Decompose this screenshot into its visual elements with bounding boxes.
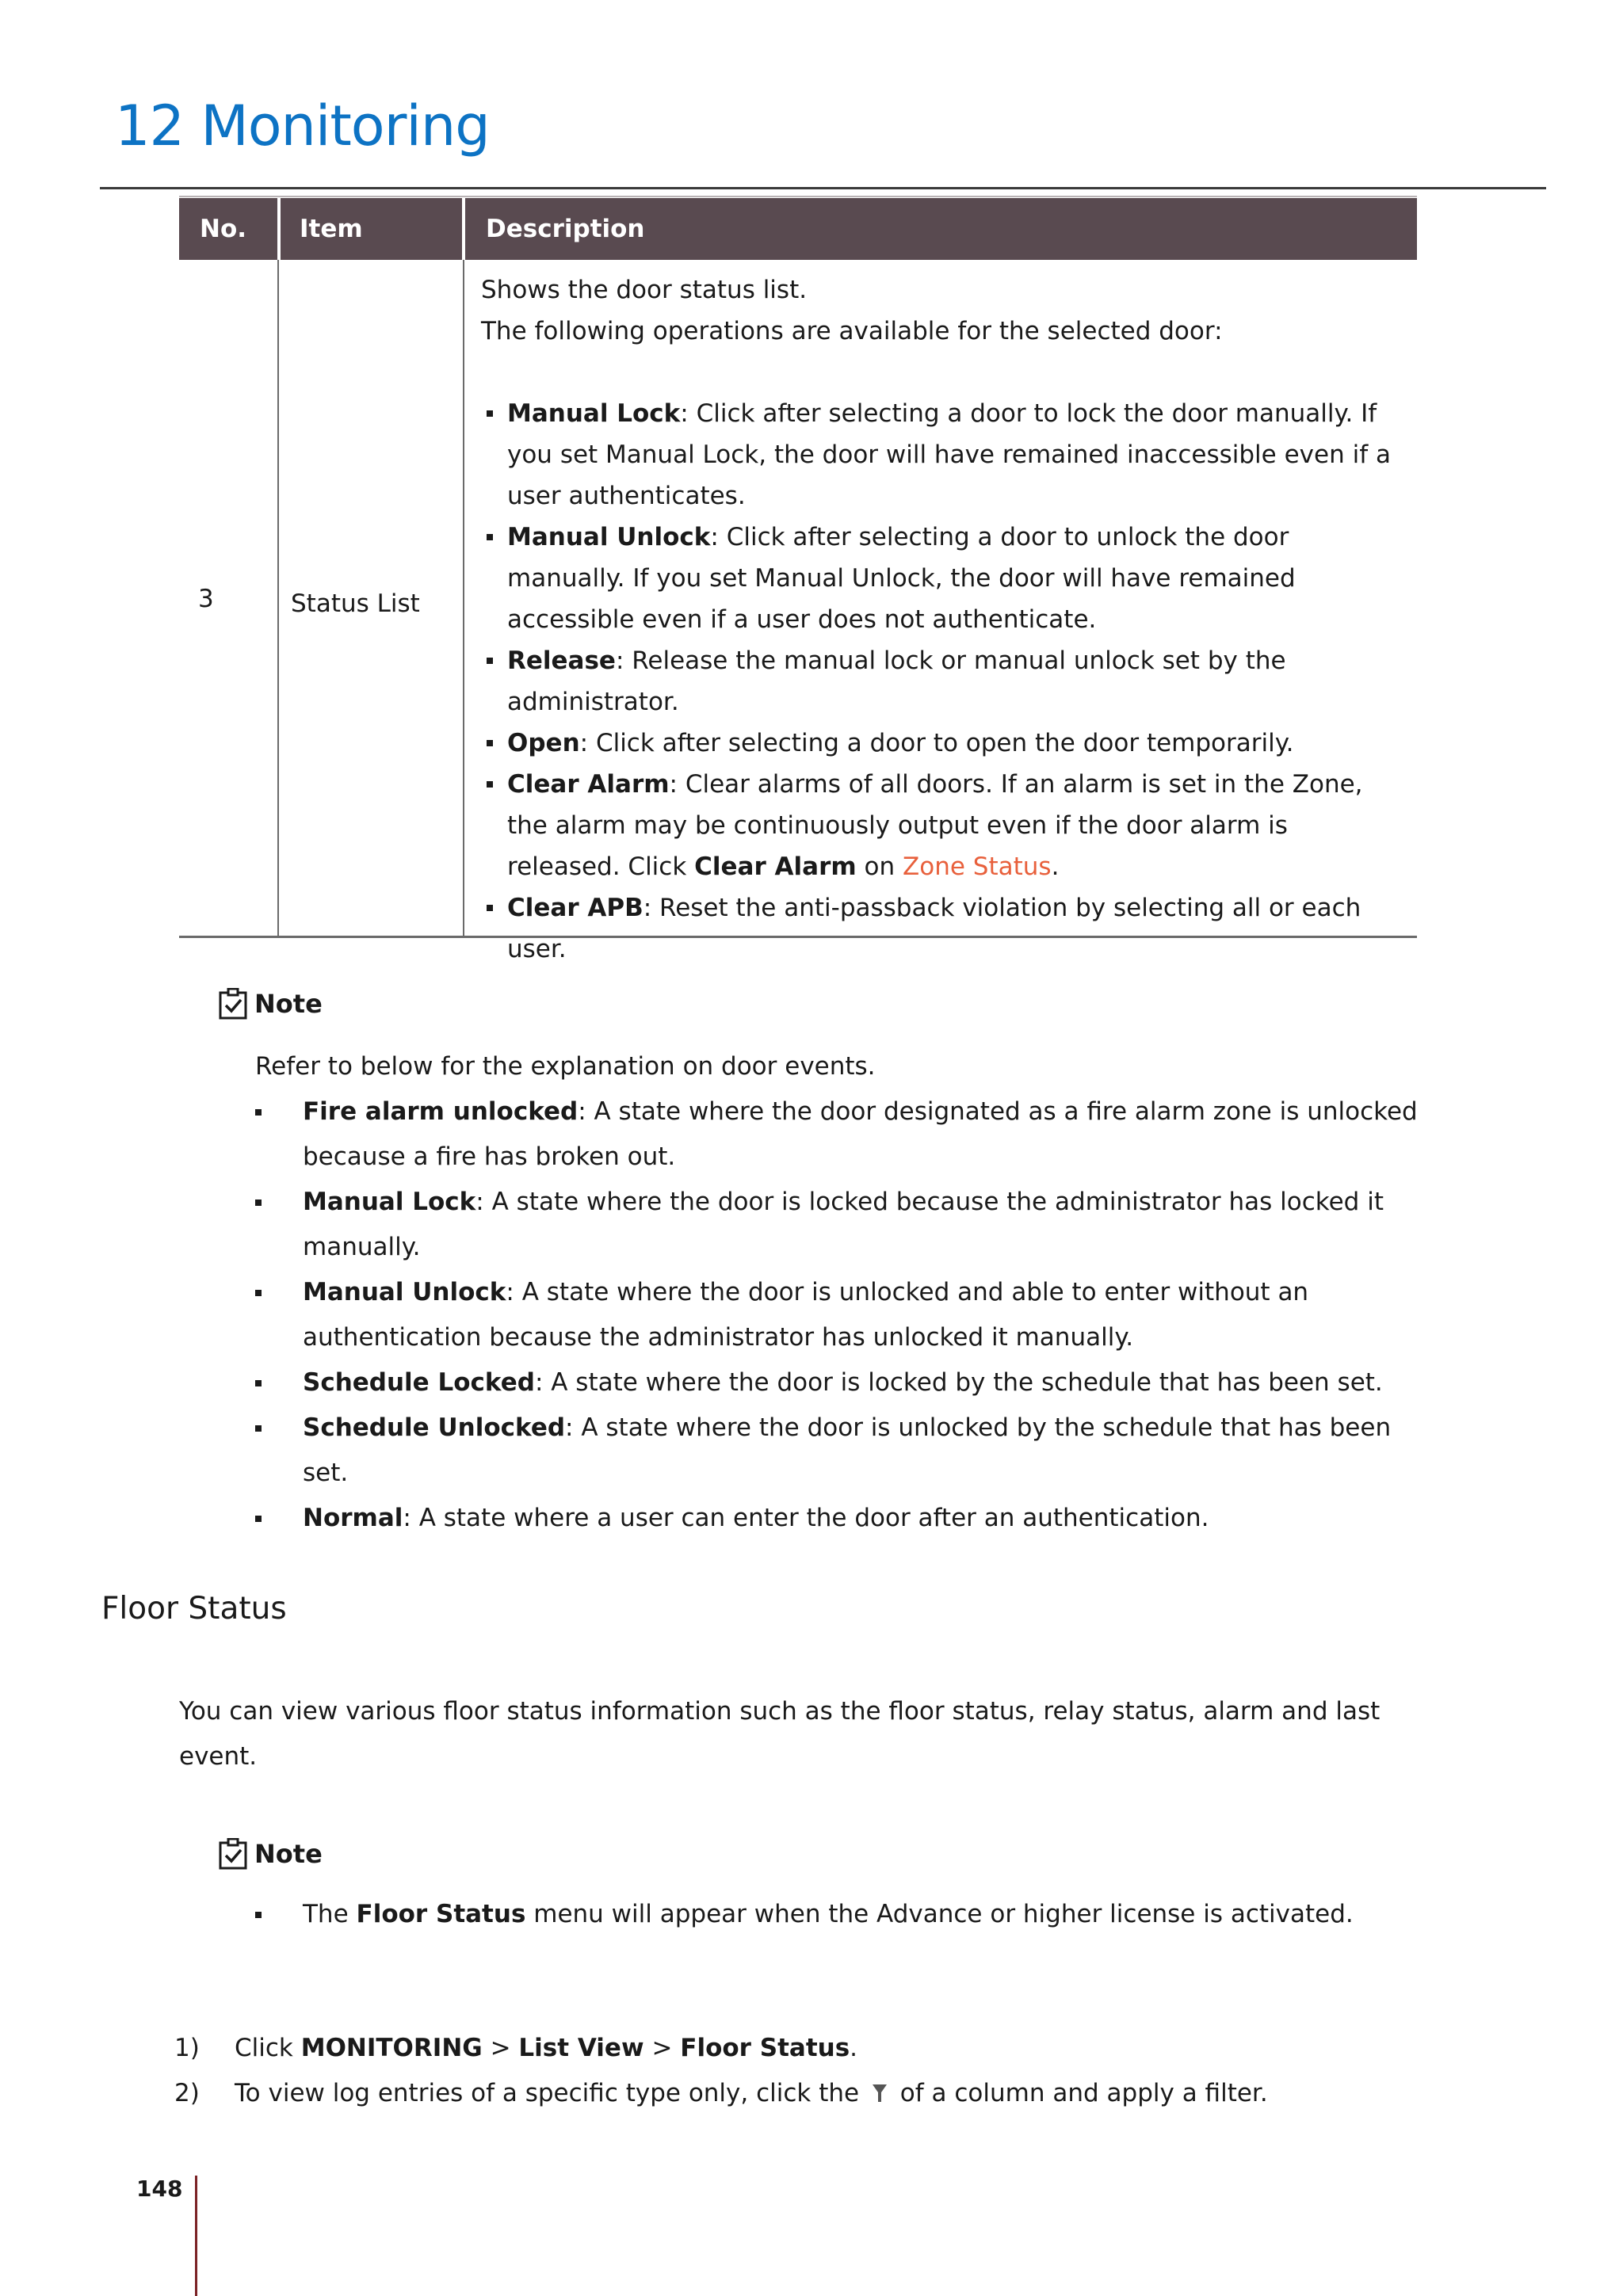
table-top-rule (179, 196, 1417, 197)
term: Clear APB (507, 894, 643, 922)
term: Open (507, 729, 580, 757)
term: Clear Alarm (507, 770, 670, 799)
term: Release (507, 646, 616, 675)
term: Manual Unlock (507, 523, 711, 551)
note-intro: Refer to below for the explanation on door events. (255, 1052, 876, 1081)
list-item: Manual Lock: Click after selecting a door to lock the door manually. If you set Manual Lock, the door will have remained inaccessible even if a user authenticates. (481, 393, 1408, 517)
menu-path-floor-status: Floor Status (680, 2034, 850, 2062)
desc-intro: Shows the door status list. (481, 276, 808, 304)
door-event-list (255, 1089, 1428, 1541)
list-item: Release: Release the manual lock or manual unlock set by the administrator. (481, 640, 1408, 723)
note-body (255, 1044, 1428, 1541)
section-paragraph: You can view various floor status information such as the floor status, relay status, alarm and last event. (179, 1697, 1381, 1771)
table-header (179, 198, 1417, 260)
note-list (255, 1892, 1428, 1937)
title-rule (100, 187, 1546, 189)
table-column-line (463, 260, 464, 937)
section-title: Floor Status (101, 1591, 287, 1627)
zone-status-link[interactable]: Zone Status (903, 852, 1052, 881)
list-item: Schedule Locked: A state where the door is locked by the schedule that has been set. (255, 1360, 1428, 1405)
operation-list (481, 393, 1408, 970)
header-description: Description (486, 215, 645, 243)
row-description (481, 269, 1408, 970)
filter-icon (872, 2083, 888, 2103)
step-item: 2) To view log entries of a specific type only, click the of a column and apply a filter. (174, 2079, 1268, 2107)
list-item: Normal: A state where a user can enter the door after an authentication. (255, 1496, 1428, 1541)
row-number: 3 (198, 585, 214, 613)
table-column-line (277, 260, 279, 937)
note-body (255, 1892, 1428, 1937)
list-item: Manual Unlock: Click after selecting a door to unlock the door manually. If you set Manual Unlock, the door will have remained accessible even if a user does not authenticate. (481, 517, 1408, 640)
clipboard-check-icon (218, 1838, 248, 1870)
step-item: 1) Click MONITORING > List View > Floor Status. (174, 2034, 858, 2062)
chapter-title: 12 Monitoring (115, 93, 490, 158)
term: Manual Lock (507, 399, 681, 428)
list-item: Schedule Unlocked: A state where the door is unlocked by the schedule that has been set. (255, 1405, 1428, 1496)
list-item: Manual Unlock: A state where the door is unlocked and able to enter without an authentication because the administrator has unlocked it manually. (255, 1270, 1428, 1360)
list-item: Clear Alarm: Clear alarms of all doors. If an alarm is set in the Zone, the alarm may be continuously output even if the door alarm is released. Click Clear Alarm on Zone Status. (481, 764, 1408, 887)
note-label: Note (254, 1839, 323, 1869)
step-list (174, 2026, 1442, 2116)
list-item: Fire alarm unlocked: A state where the door designated as a fire alarm zone is unlocked because a fire has broken out. (255, 1089, 1428, 1180)
note-heading (218, 986, 323, 1021)
page-margin-bar (195, 2176, 197, 2296)
menu-path-list-view: List View (518, 2034, 644, 2062)
list-item: Clear APB: Reset the anti-passback violation by selecting all or each user. (481, 887, 1408, 970)
list-item: The Floor Status menu will appear when the Advance or higher license is activated. (255, 1892, 1428, 1937)
header-no: No. (200, 215, 247, 243)
page-number: 148 (136, 2176, 183, 2202)
row-item: Status List (291, 589, 420, 618)
clipboard-check-icon (218, 988, 248, 1020)
menu-path-monitoring: MONITORING (300, 2034, 483, 2062)
header-item: Item (300, 215, 363, 243)
note-label: Note (254, 989, 323, 1019)
list-item: Open: Click after selecting a door to open the door temporarily. (481, 723, 1408, 764)
note-heading (218, 1836, 323, 1871)
desc-intro: The following operations are available for the selected door: (481, 317, 1223, 345)
list-item: Manual Lock: A state where the door is locked because the administrator has locked it manually. (255, 1180, 1428, 1270)
header-divider (277, 198, 281, 260)
header-divider (462, 198, 465, 260)
